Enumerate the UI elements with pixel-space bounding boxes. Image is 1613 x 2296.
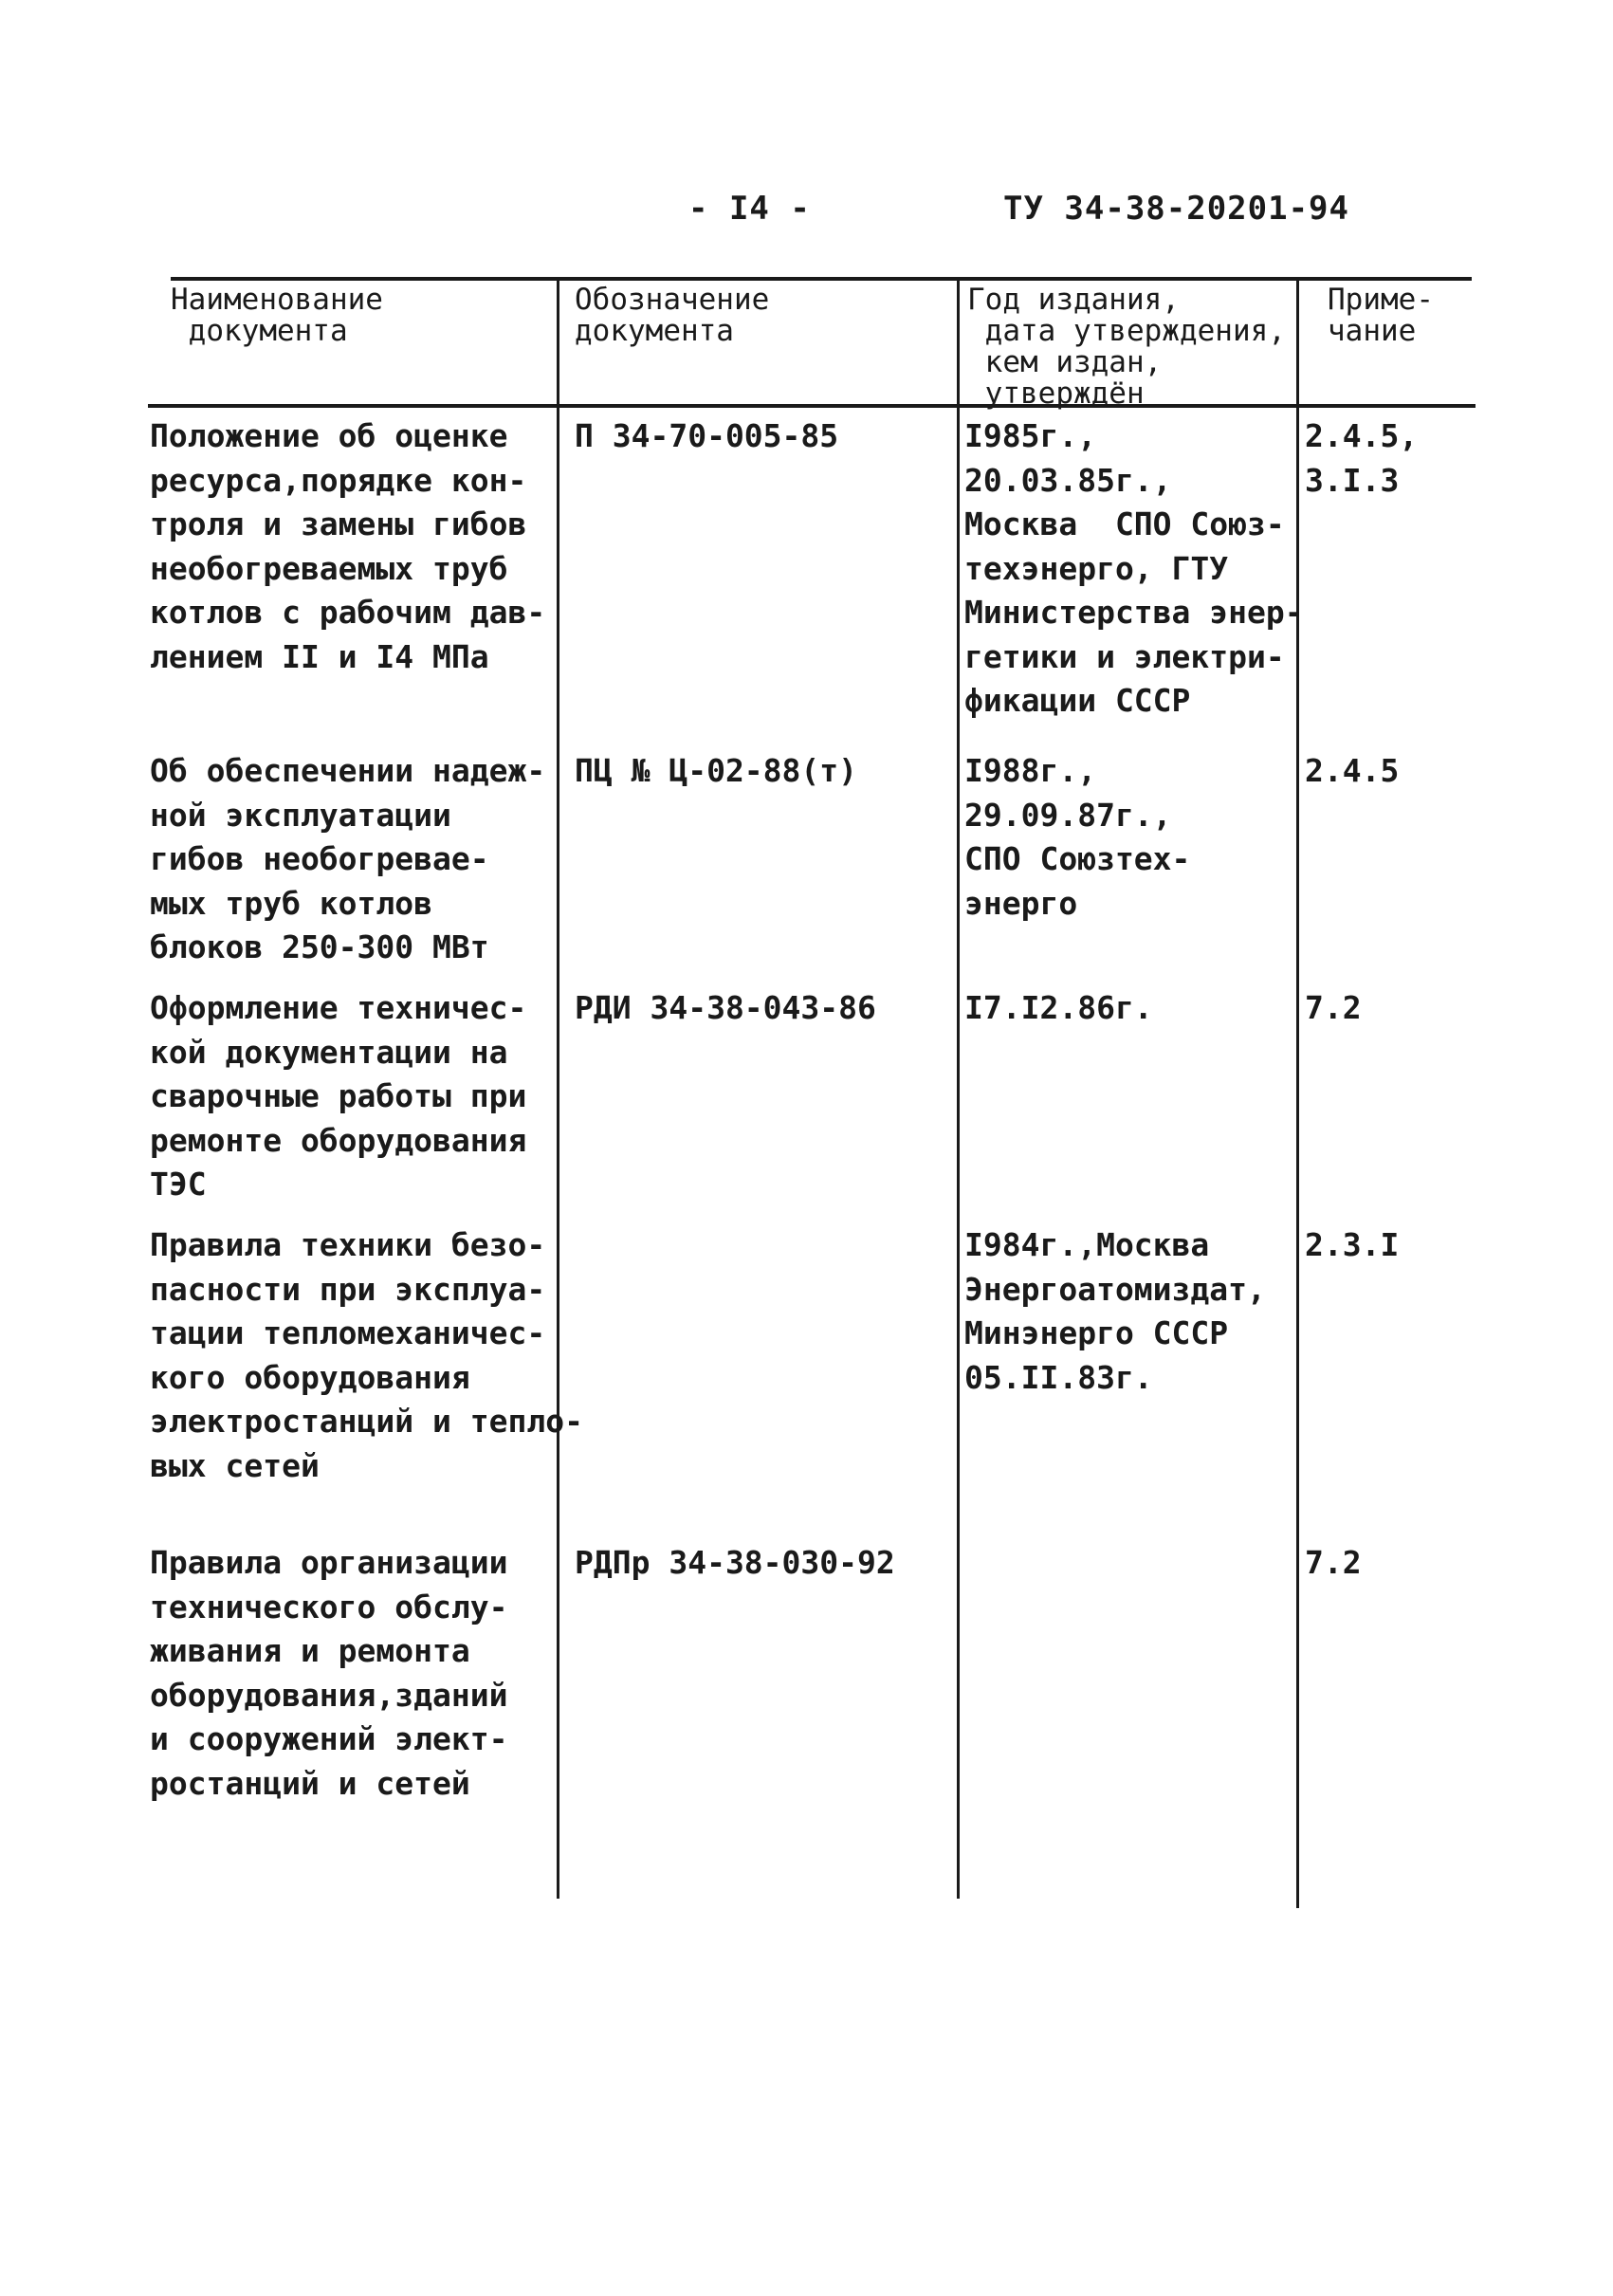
column-header-note: Приме- чание — [1328, 283, 1434, 348]
cell-designation: РДИ 34-38-043-86 — [575, 989, 876, 1026]
cell-publication: I7.I2.86г. — [964, 989, 1153, 1026]
cell-name: Правила организации технического обслу- живания и ремонта оборудования,зданий и сооружений элект- ростанций и сетей — [150, 1544, 508, 1802]
table-top-rule — [171, 277, 1472, 281]
column-divider-2 — [957, 277, 960, 1899]
cell-note: 7.2 — [1305, 989, 1362, 1026]
cell-note: 2.4.5, 3.I.3 — [1305, 417, 1419, 499]
cell-note: 2.3.I — [1305, 1226, 1400, 1263]
cell-publication: I988г., 29.09.87г., СПО Союзтех- энерго — [964, 752, 1191, 922]
cell-name: Оформление техничес- кой документации на сварочные работы при ремонте оборудования ТЭС — [150, 989, 527, 1203]
cell-designation: ПЦ № Ц-02-88(т) — [575, 752, 858, 789]
column-header-name: Наименование документа — [171, 283, 383, 348]
column-header-designation: Обозначение документа — [575, 283, 770, 348]
column-divider-1 — [557, 277, 559, 1899]
cell-note: 7.2 — [1305, 1544, 1362, 1581]
cell-designation: РДПр 34-38-030-92 — [575, 1544, 895, 1581]
cell-name: Положение об оценке ресурса,порядке кон- троля и замены гибов необогреваемых труб котлов с рабочим дав- лением II и I4 МПа — [150, 417, 546, 675]
cell-note: 2.4.5 — [1305, 752, 1400, 789]
column-header-publication: Год издания, дата утверждения, кем издан, утверждён — [967, 283, 1286, 411]
cell-publication: I985г., 20.03.85г., Москва СПО Союз- техэнерго, ГТУ Министерства энер- гетики и электри- фикации СССР — [964, 417, 1304, 719]
cell-designation: П 34-70-005-85 — [575, 417, 839, 454]
cell-name: Правила техники безо- пасности при эксплуа- тации тепломеханичес- кого оборудования электростанций и тепло- вых сетей — [150, 1226, 583, 1484]
page-number: - I4 - — [688, 190, 811, 228]
cell-name: Об обеспечении надеж- ной эксплуатации гибов необогревае- мых труб котлов блоков 250-300 МВт — [150, 752, 546, 965]
document-code: ТУ 34-38-20201-94 — [1003, 190, 1349, 228]
cell-publication: I984г.,Москва Энергоатомиздат, Минэнерго СССР 05.II.83г. — [964, 1226, 1266, 1396]
